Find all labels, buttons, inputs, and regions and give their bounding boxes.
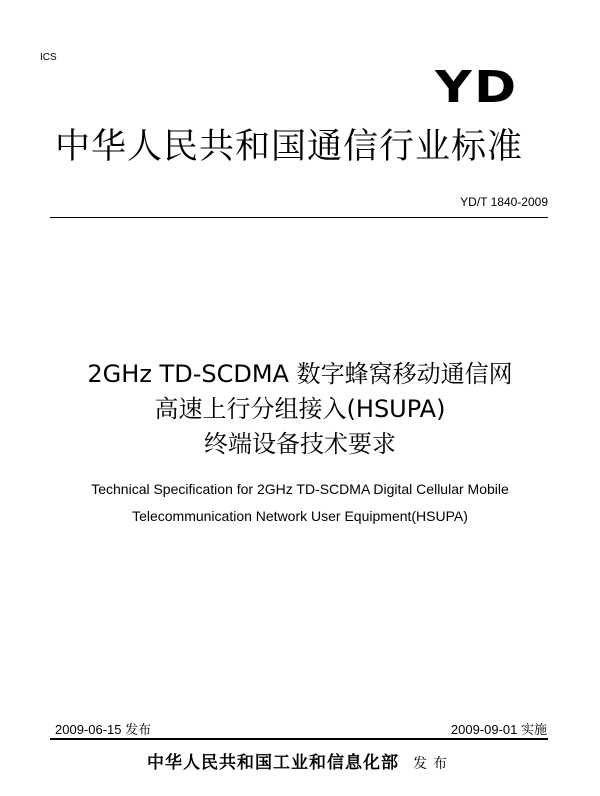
chinese-title-line-2: 高速上行分组接入(HSUPA) <box>154 395 446 423</box>
publisher-suffix: 发布 <box>413 756 453 772</box>
chinese-title-line-1: 2GHz TD-SCDMA 数字蜂窝移动通信网 <box>87 360 513 388</box>
english-title-line-1: Technical Specification for 2GHz TD-SCDMA Digital Cellular Mobile <box>91 481 509 497</box>
yd-logo: YD <box>434 62 518 113</box>
publish-date: 2009-06-15 发布 <box>55 722 152 737</box>
standard-number: YD/T 1840-2009 <box>460 195 548 209</box>
ics-label: ICS <box>40 52 57 63</box>
chinese-title-line-3: 终端设备技术要求 <box>204 430 396 458</box>
english-title-line-2: Telecommunication Network User Equipment(HSUPA) <box>132 508 468 524</box>
publisher <box>0 748 600 773</box>
implement-date: 2009-09-01 实施 <box>450 722 547 737</box>
footer-divider <box>50 738 548 740</box>
header-divider <box>50 217 548 218</box>
standard-title: 中华人民共和国通信行业标准 <box>55 127 524 167</box>
publisher-name: 中华人民共和国工业和信息化部 <box>147 753 399 773</box>
